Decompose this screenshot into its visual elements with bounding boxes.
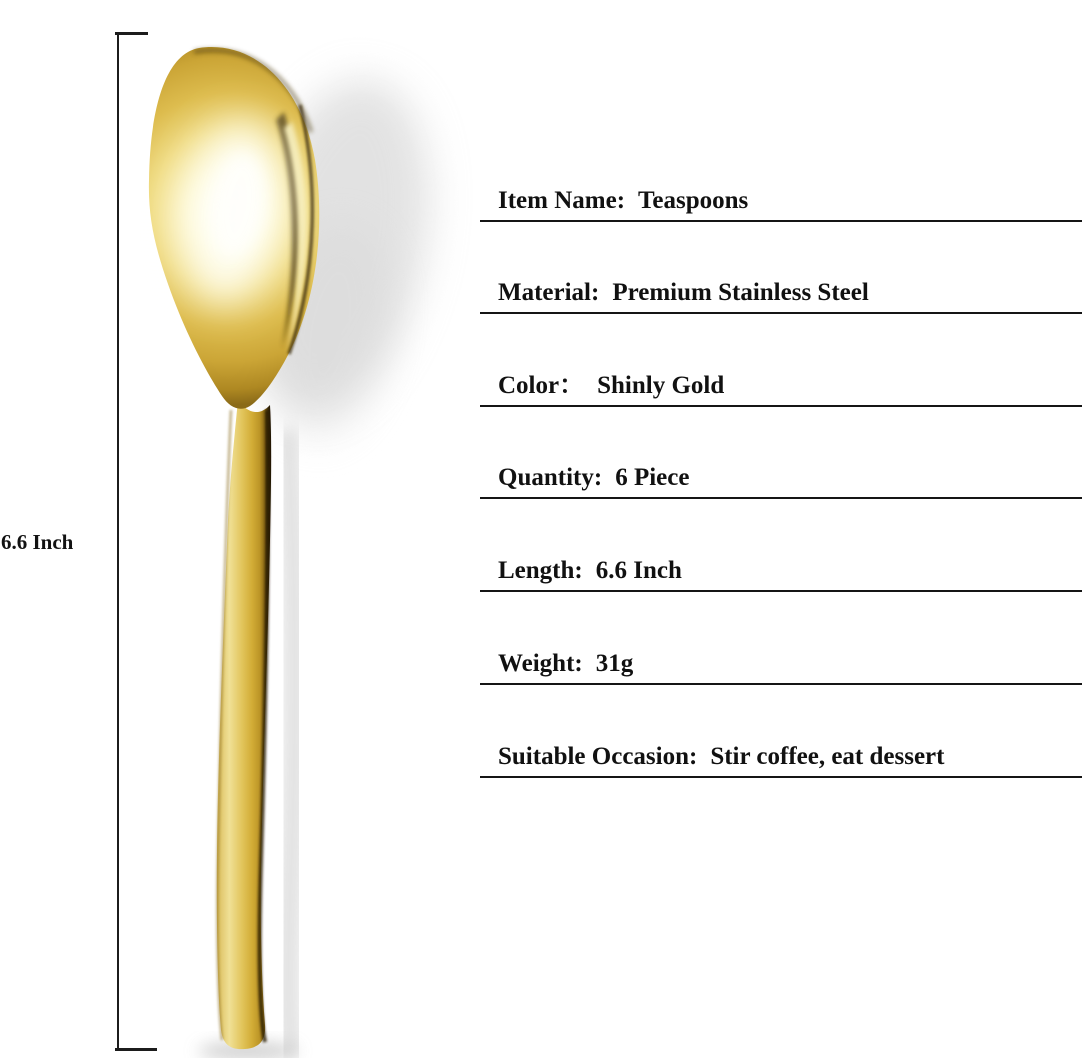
spec-row-length bbox=[480, 540, 1082, 592]
spec-label: Item Name: bbox=[498, 187, 626, 214]
spec-row-color bbox=[480, 355, 1082, 407]
dimension-tick-bottom bbox=[115, 1048, 157, 1051]
spec-value: 6 Piece bbox=[615, 464, 690, 491]
dimension-line bbox=[117, 33, 119, 1050]
spec-value: 6.6 Inch bbox=[595, 557, 682, 584]
spec-value: Shinly Gold bbox=[597, 372, 725, 399]
spec-value: Stir coffee, eat dessert bbox=[710, 743, 945, 770]
spec-value: 31g bbox=[595, 650, 634, 677]
spec-row-material bbox=[480, 262, 1082, 314]
spec-label: Weight: bbox=[498, 650, 583, 677]
spoon-handle bbox=[217, 400, 271, 1049]
teaspoon-photo bbox=[0, 0, 480, 1058]
spec-value: Premium Stainless Steel bbox=[612, 279, 869, 306]
spec-label: Quantity: bbox=[498, 464, 603, 491]
spec-row-quantity bbox=[480, 447, 1082, 499]
spec-label: Suitable Occasion: bbox=[498, 743, 698, 770]
spec-label: Material: bbox=[498, 279, 600, 306]
spec-value: Teaspoons bbox=[638, 187, 749, 214]
spec-label: Color： bbox=[498, 372, 585, 399]
spec-row-occasion bbox=[480, 726, 1082, 778]
spec-label: Length: bbox=[498, 557, 583, 584]
dimension-label: 6.6 Inch bbox=[1, 530, 74, 554]
spec-row-item-name bbox=[480, 170, 1082, 222]
dimension-tick-top bbox=[115, 32, 148, 35]
spec-row-weight bbox=[480, 633, 1082, 685]
